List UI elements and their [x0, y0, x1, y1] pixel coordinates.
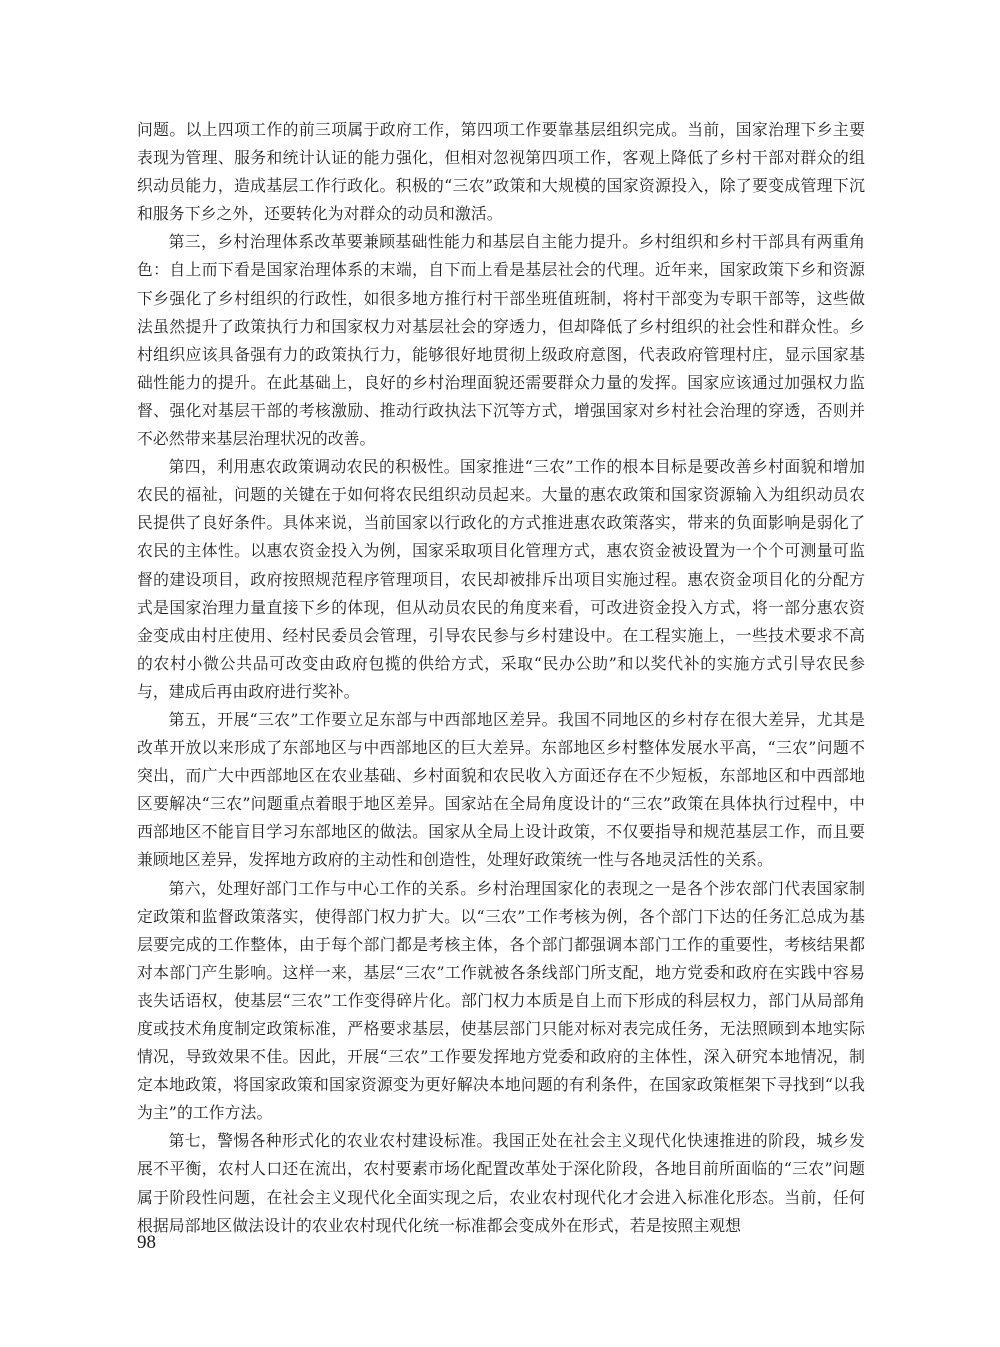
paragraph-continuation: 问题。以上四项工作的前三项属于政府工作，第四项工作要靠基层组织完成。当前，国家治理下乡主要表现为管理、服务和统计认证的能力强化，但相对忽视第四项工作，客观上降低了乡村干部对群众的组织动员能力，造成基层工作行政化。积极的“三农”政策和大规模的国家资源投入，除了要变成管理下沉和服务下乡之外，还要转化为对群众的动员和激活。: [137, 120, 865, 224]
paragraph-point-four: 第四，利用惠农政策调动农民的积极性。国家推进“三农”工作的根本目标是要改善乡村面貌和增加农民的福祉，问题的关键在于如何将农民组织动员起来。大量的惠农政策和国家资源输入为组织动员农民提供了良好条件。具体来说，当前国家以行政化的方式推进惠农政策落实，带来的负面影响是弱化了农民的主体性。以惠农资金投入为例，国家采取项目化管理方式，惠农资金被设置为一个个可测量可监督的建设项目，政府按照规范程序管理项目，农民却被排斥出项目实施过程。惠农资金项目化的分配方式是国家治理力量直接下乡的体现，但从动员农民的角度来看，可改进资金投入方式，将一部分惠农资金变成由村庄使用、经村民委员会管理，引导农民参与乡村建设中。在工程实施上，一些技术要求不高的农村小微公共品可改变由政府包揽的供给方式，采取“民办公助”和以奖代补的实施方式引导农民参与，建成后再由政府进行奖补。: [137, 457, 865, 701]
paragraph-point-seven: 第七，警惕各种形式化的农业农村建设标准。我国正处在社会主义现代化快速推进的阶段，城乡发展不平衡，农村人口还在流出，农村要素市场化配置改革处于深化阶段，各地目前所面临的“三农”问题属于阶段性问题，在社会主义现代化全面实现之后，农业农村现代化才会进入标准化形态。当前，任何根据局部地区做法设计的农业农村现代化统一标准都会变成外在形式，若是按照主观想: [137, 1131, 865, 1235]
page-body: [137, 116, 865, 1240]
page-number: 98: [137, 1232, 156, 1253]
paragraph-point-six: 第六，处理好部门工作与中心工作的关系。乡村治理国家化的表现之一是各个涉农部门代表国家制定政策和监督政策落实，使得部门权力扩大。以“三农”工作考核为例，各个部门下达的任务汇总成为基层要完成的工作整体，由于每个部门都是考核主体，各个部门都强调本部门工作的重要性，考核结果都对本部门产生影响。这样一来，基层“三农”工作就被各条线部门所支配，地方党委和政府在实践中容易丧失话语权，使基层“三农”工作变得碎片化。部门权力本质是自上而下形成的科层权力，部门从局部角度或技术角度制定政策标准，严格要求基层，使基层部门只能对标对表完成任务，无法照顾到本地实际情况，导致效果不佳。因此，开展“三农”工作要发挥地方党委和政府的主体性，深入研究本地情况，制定本地政策，将国家政策和国家资源变为更好解决本地问题的有利条件，在国家政策框架下寻找到“以我为主”的工作方法。: [137, 878, 865, 1123]
paragraph-point-three: 第三，乡村治理体系改革要兼顾基础性能力和基层自主能力提升。乡村组织和乡村干部具有两重角色：自上而下看是国家治理体系的末端，自下而上看是基层社会的代理。近年来，国家政策下乡和资源下乡强化了乡村组织的行政性，如很多地方推行村干部坐班值班制，将村干部变为专职干部等，这些做法虽然提升了政策执行力和国家权力对基层社会的穿透力，但却降低了乡村组织的社会性和群众性。乡村组织应该具备强有力的政策执行力，能够很好地贯彻上级政府意图，代表政府管理村庄，显示国家基础性能力的提升。在此基础上，良好的乡村治理面貌还需要群众力量的发挥。国家应该通过加强权力监督、强化对基层干部的考核激励、推动行政执法下沉等方式，增强国家对乡村社会治理的穿透，否则并不必然带来基层治理状况的改善。: [137, 232, 865, 449]
paragraph-point-five: 第五，开展“三农”工作要立足东部与中西部地区差异。我国不同地区的乡村存在很大差异，尤其是改革开放以来形成了东部地区与中西部地区的巨大差异。东部地区乡村整体发展水平高，“三农”问题不突出，而广大中西部地区在农业基础、乡村面貌和农民收入方面还存在不少短板，东部地区和中西部地区要解决“三农”问题重点着眼于地区差异。国家站在全局角度设计的“三农”政策在具体执行过程中，中西部地区不能盲目学习东部地区的做法。国家从全局上设计政策，不仅要指导和规范基层工作，而且要兼顾地区差异，发挥地方政府的主动性和创造性，处理好政策统一性与各地灵活性的关系。: [137, 709, 865, 870]
